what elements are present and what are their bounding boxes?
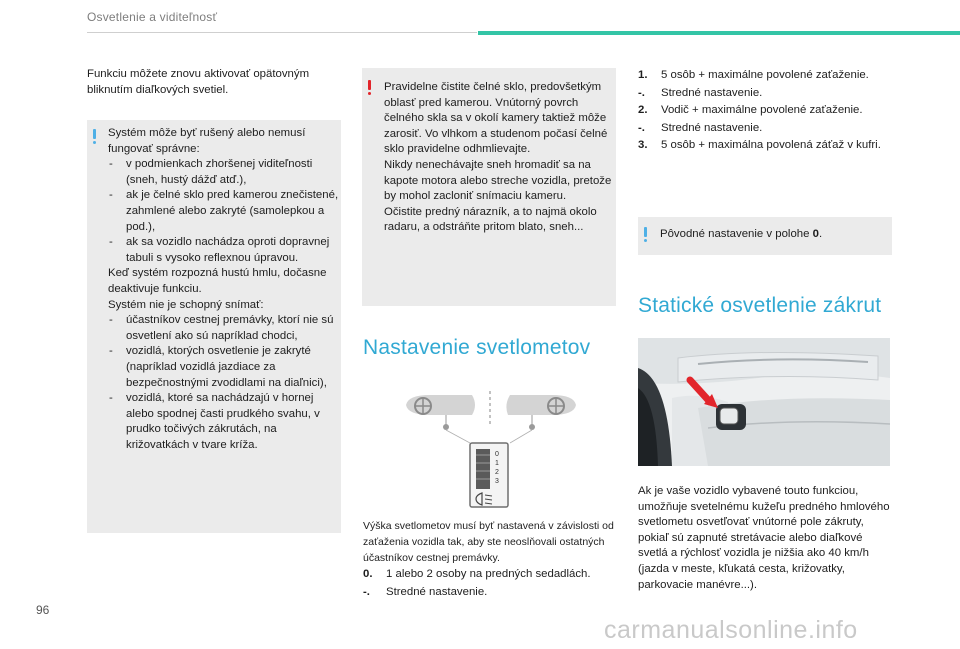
warning-text-2: Nikdy nenechávajte sneh hromadiť sa na kapote motora alebo streche vozidla, pretože by mohol zacloniť snímaciu kameru.: [384, 158, 612, 203]
setting-text: Stredné nastavenie.: [661, 86, 763, 99]
setting-item: [638, 85, 888, 103]
info-line-3: Systém nie je schopný snímať:: [108, 298, 264, 311]
warning-text-3: Očistite predný nárazník, a to najmä okolo radaru, a odstráňte pritom blato, sneh...: [384, 205, 597, 234]
setting-item: [638, 102, 888, 120]
cornering-light-description: Ak je vaše vozidlo vybavené touto funkciou, umožňuje svetelnému kužeľu predného hmlového svetlometu osvetľovať vnútorné pole zákruty, pokiaľ sú zapnuté stretávacie alebo diaľkové svetlá a rýchlosť vozidla je nižšia ako 40 km/h (jazda v meste, kľukatá cesta, križovatky, parkovacie manévre...).: [638, 485, 890, 591]
conditions-list: [108, 157, 340, 266]
list-item: - vozidlá, ktoré sa nachádzajú v hornej alebo spodnej časti prudkého svahu, v prudko točivých zákrutách, na križovatkách v tvare kríža.: [108, 391, 340, 453]
dial-mark-label: 3: [495, 478, 499, 485]
dashboard-right: [506, 395, 576, 415]
setting-text: Stredné nastavenie.: [661, 121, 763, 134]
intro-paragraph: Funkciu môžete znovu aktivovať opätovným bliknutím diaľkových svetiel.: [87, 68, 310, 96]
warning-icon: [366, 80, 374, 96]
setting-key: 1.: [638, 69, 648, 81]
setting-key: -.: [363, 585, 370, 598]
setting-item: [638, 67, 888, 85]
info-line-1: Systém môže byť rušený alebo nemusí fungovať správne:: [108, 127, 306, 155]
header-divider: [87, 32, 477, 33]
warning-box-cleaning: [362, 68, 616, 306]
setting-key: -.: [638, 86, 645, 99]
setting-key: -.: [638, 121, 645, 134]
list-item: - ak sa vozidlo nachádza oproti dopravnej tabuli s vysoko reflexnou úpravou.: [108, 235, 340, 266]
setting-text: Stredné nastavenie.: [386, 585, 488, 598]
cornering-light-illustration: [638, 338, 890, 466]
note-value: 0: [812, 228, 819, 240]
control-point-icon: [443, 424, 449, 430]
setting-text: 5 osôb + maximálna povolená záťaž v kufri.: [661, 139, 881, 151]
note-prefix: Pôvodné nastavenie v polohe: [660, 228, 813, 240]
fog-lamp-icon: [720, 408, 738, 424]
info-icon: [91, 129, 99, 145]
setting-text: 1 alebo 2 osoby na predných sedadlách.: [386, 568, 591, 580]
headlamp-adjustment-illustration: [400, 385, 590, 515]
list-item: - vozidlá, ktorých osvetlenie je zakryté (napríklad vozidlá jazdiace za bezpečnostnými zvodidlami na diaľnici),: [108, 344, 340, 391]
headlamp-caption: Výška svetlometov musí byť nastavená v závislosti od zaťaženia vozidla tak, aby ste neoslňovali ostatných účastníkov cestnej premávky.: [363, 520, 614, 565]
undetected-list: [108, 313, 340, 453]
chapter-title: Osvetlenie a viditeľnosť: [87, 10, 218, 24]
setting-key: 2.: [638, 104, 648, 116]
warning-text-1: Pravidelne čistite čelné sklo, predovšetkým oblasť pred kamerou. Vnútorný povrch čelného skla sa v okolí kamery taktiež môže zarosiť. Vo vlhkom a studenom počasí čelné sklo pravidelne odhmlievajte.: [384, 81, 608, 156]
list-item: - ak je čelné sklo pred kamerou znečistené, zahmlené alebo zakryté (samolepkou a pod.),: [108, 188, 340, 235]
info-box-default-setting: [638, 217, 892, 255]
page-number: 96: [36, 603, 50, 617]
list-item: - účastníkov cestnej premávky, ktorí nie sú osvetlení ako sú napríklad chodci,: [108, 313, 340, 344]
info-line-2: Keď systém rozpozná hustú hmlu, dočasne deaktivuje funkciu.: [108, 267, 327, 295]
setting-key: 3.: [638, 139, 648, 151]
info-box-text: [108, 126, 340, 453]
setting-key: 0.: [363, 568, 373, 580]
default-setting-note: [660, 227, 888, 243]
control-point-icon: [529, 424, 535, 430]
watermark: carmanualsonline.info: [604, 616, 858, 644]
info-icon: [642, 227, 650, 243]
headlamp-settings-list-part1: [363, 566, 615, 601]
dial-mark-label: 1: [495, 460, 499, 467]
headlamp-settings-list-part2: [638, 67, 888, 155]
setting-text: Vodič + maximálne povolené zaťaženie.: [661, 104, 863, 116]
setting-item: [638, 120, 888, 138]
dial-mark-label: 2: [495, 469, 499, 476]
header-accent-bar: [478, 31, 960, 35]
section-title-cornering-light: Statické osvetlenie zákrut: [638, 294, 882, 317]
list-item: - v podmienkach zhoršenej viditeľnosti (sneh, hustý dážď atď.),: [108, 157, 340, 188]
note-suffix: .: [818, 228, 823, 240]
dial-mark-label: 0: [495, 451, 499, 458]
setting-text: 5 osôb + maximálne povolené zaťaženie.: [661, 69, 869, 81]
section-title-headlamp-adjustment: Nastavenie svetlometov: [363, 336, 591, 359]
setting-item: [363, 566, 615, 584]
info-box-limitations: [87, 120, 341, 533]
setting-item: [638, 137, 888, 155]
warning-box-text: [384, 80, 612, 236]
setting-item: [363, 584, 615, 602]
